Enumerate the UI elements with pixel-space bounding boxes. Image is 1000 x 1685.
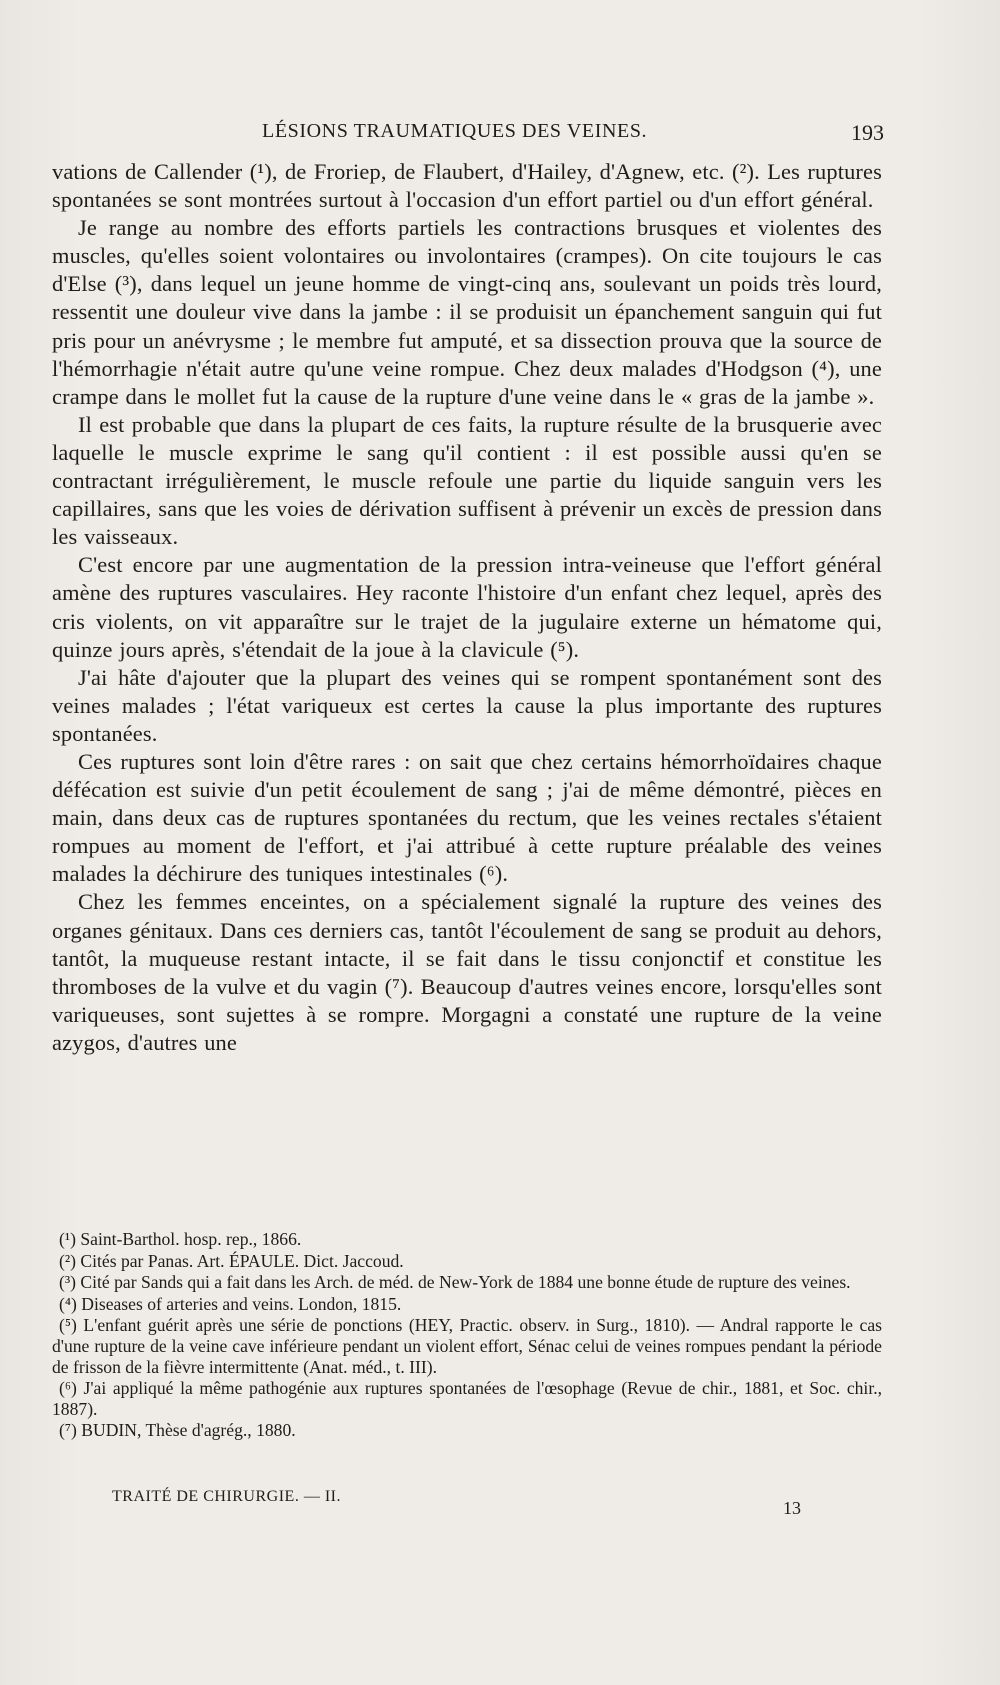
footnote-5: (⁵) L'enfant guérit après une série de ponctions (HEY, Practic. observ. in Surg., 1810). — Andral rapporte le cas d'une rupture de la veine cave inférieure pendant un violent effort, Sénac celui de veines rompues pendant la période de frisson de la fièvre intermittente (Anat. méd., t. III). xyxy=(52,1315,882,1377)
footnote-3: (³) Cité par Sands qui a fait dans les Arch. de méd. de New-York de 1884 une bonne étude de rupture des veines. xyxy=(59,1272,851,1293)
footnote-7: (⁷) BUDIN, Thèse d'agrég., 1880. xyxy=(59,1420,296,1441)
paragraph-femmes-enceintes: Chez les femmes enceintes, on a spécialement signalé la rupture des veines des organes génitaux. Dans ces derniers cas, tantôt l'écoulement de sang se produit au dehors, tantôt, la muqueuse restant intacte, il se fait dans le tissu conjonctif et constitue les thromboses de la vulve et du vagin (⁷). Beaucoup d'autres veines encore, lorsqu'elles sont variqueuses, sont sujettes à se rompre. Morgagni a constaté une rupture de la veine azygos, d'autres une xyxy=(52,889,882,1055)
paragraph-continued: vations de Callender (¹), de Froriep, de Flaubert, d'Hailey, d'Agnew, etc. (²). Les ruptures spontanées se sont montrées surtout à l'occasion d'un effort partiel ou d'un effort général. xyxy=(52,159,882,213)
signature-mark: 13 xyxy=(783,1498,801,1518)
footnote-2: (²) Cités par Panas. Art. ÉPAULE. Dict. Jaccoud. xyxy=(59,1250,404,1271)
paragraph-ruptures-rares: Ces ruptures sont loin d'être rares : on sait que chez certains hémorrhoïdaires chaque défécation est suivie d'un petit écoulement de sang ; j'ai de même démontré, pièces en main, dans deux cas de ruptures spontanées du rectum, que les veines rectales s'étaient rompues au moment de l'effort, et j'ai attribué à cette rupture préalable des veines malades la déchirure des tuniques intestinales (⁶). xyxy=(52,748,882,887)
book-title: TRAITÉ DE CHIRURGIE. — II. xyxy=(112,1488,341,1505)
footnote-1: (¹) Saint-Barthol. hosp. rep., 1866. xyxy=(59,1229,302,1249)
page-footer xyxy=(0,1488,1000,1528)
body-text xyxy=(52,158,882,1057)
footnotes xyxy=(52,1229,882,1441)
running-title: LÉSIONS TRAUMATIQUES DES VEINES. xyxy=(262,120,648,142)
paragraph-effort-general: C'est encore par une augmentation de la pression intra-veineuse que l'effort général amène des ruptures vasculaires. Hey raconte l'histoire d'un enfant chez lequel, après des cris violents, on vit apparaître sur le trajet de la jugulaire externe un hématome qui, quinze jours après, s'étendait de la joue à la clavicule (⁵). xyxy=(52,552,882,662)
page-header xyxy=(0,120,1000,160)
paragraph-brusquerie: Il est probable que dans la plupart de ces faits, la rupture résulte de la brusquerie avec laquelle le muscle exprime le sang qu'il contient : il est possible aussi qu'en se contractant irrégulièrement, le muscle refoule une partie du liquide sanguin vers les capillaires, sans que les voies de dérivation suffisent à prévenir un excès de pression dans les vaisseaux. xyxy=(52,411,882,550)
footnote-4: (⁴) Diseases of arteries and veins. London, 1815. xyxy=(59,1293,402,1314)
page-number: 193 xyxy=(851,120,884,145)
footnote-6: (⁶) J'ai appliqué la même pathogénie aux ruptures spontanées de l'œsophage (Revue de chir., 1881, et Soc. chir., 1887). xyxy=(52,1378,882,1419)
paragraph-veines-malades: J'ai hâte d'ajouter que la plupart des veines qui se rompent spontanément sont des veines malades ; l'état variqueux est certes la cause la plus importante des ruptures spontanées. xyxy=(52,664,882,746)
paragraph-efforts-partiels: Je range au nombre des efforts partiels les contractions brusques et violentes des muscles, qu'elles soient volontaires ou involontaires (crampes). On cite toujours le cas d'Else (³), dans lequel un jeune homme de vingt-cinq ans, soulevant un poids très lourd, ressentit une douleur vive dans la jambe : il se produisit un épanchement sanguin qui fut pris pour un anévrysme ; le membre fut amputé, et sa dissection prouva que la source de l'hémorrhagie n'était autre qu'une veine rompue. Chez deux malades d'Hodgson (⁴), une crampe dans le mollet fut la cause de la rupture d'une veine dans le « gras de la jambe ». xyxy=(52,215,882,409)
